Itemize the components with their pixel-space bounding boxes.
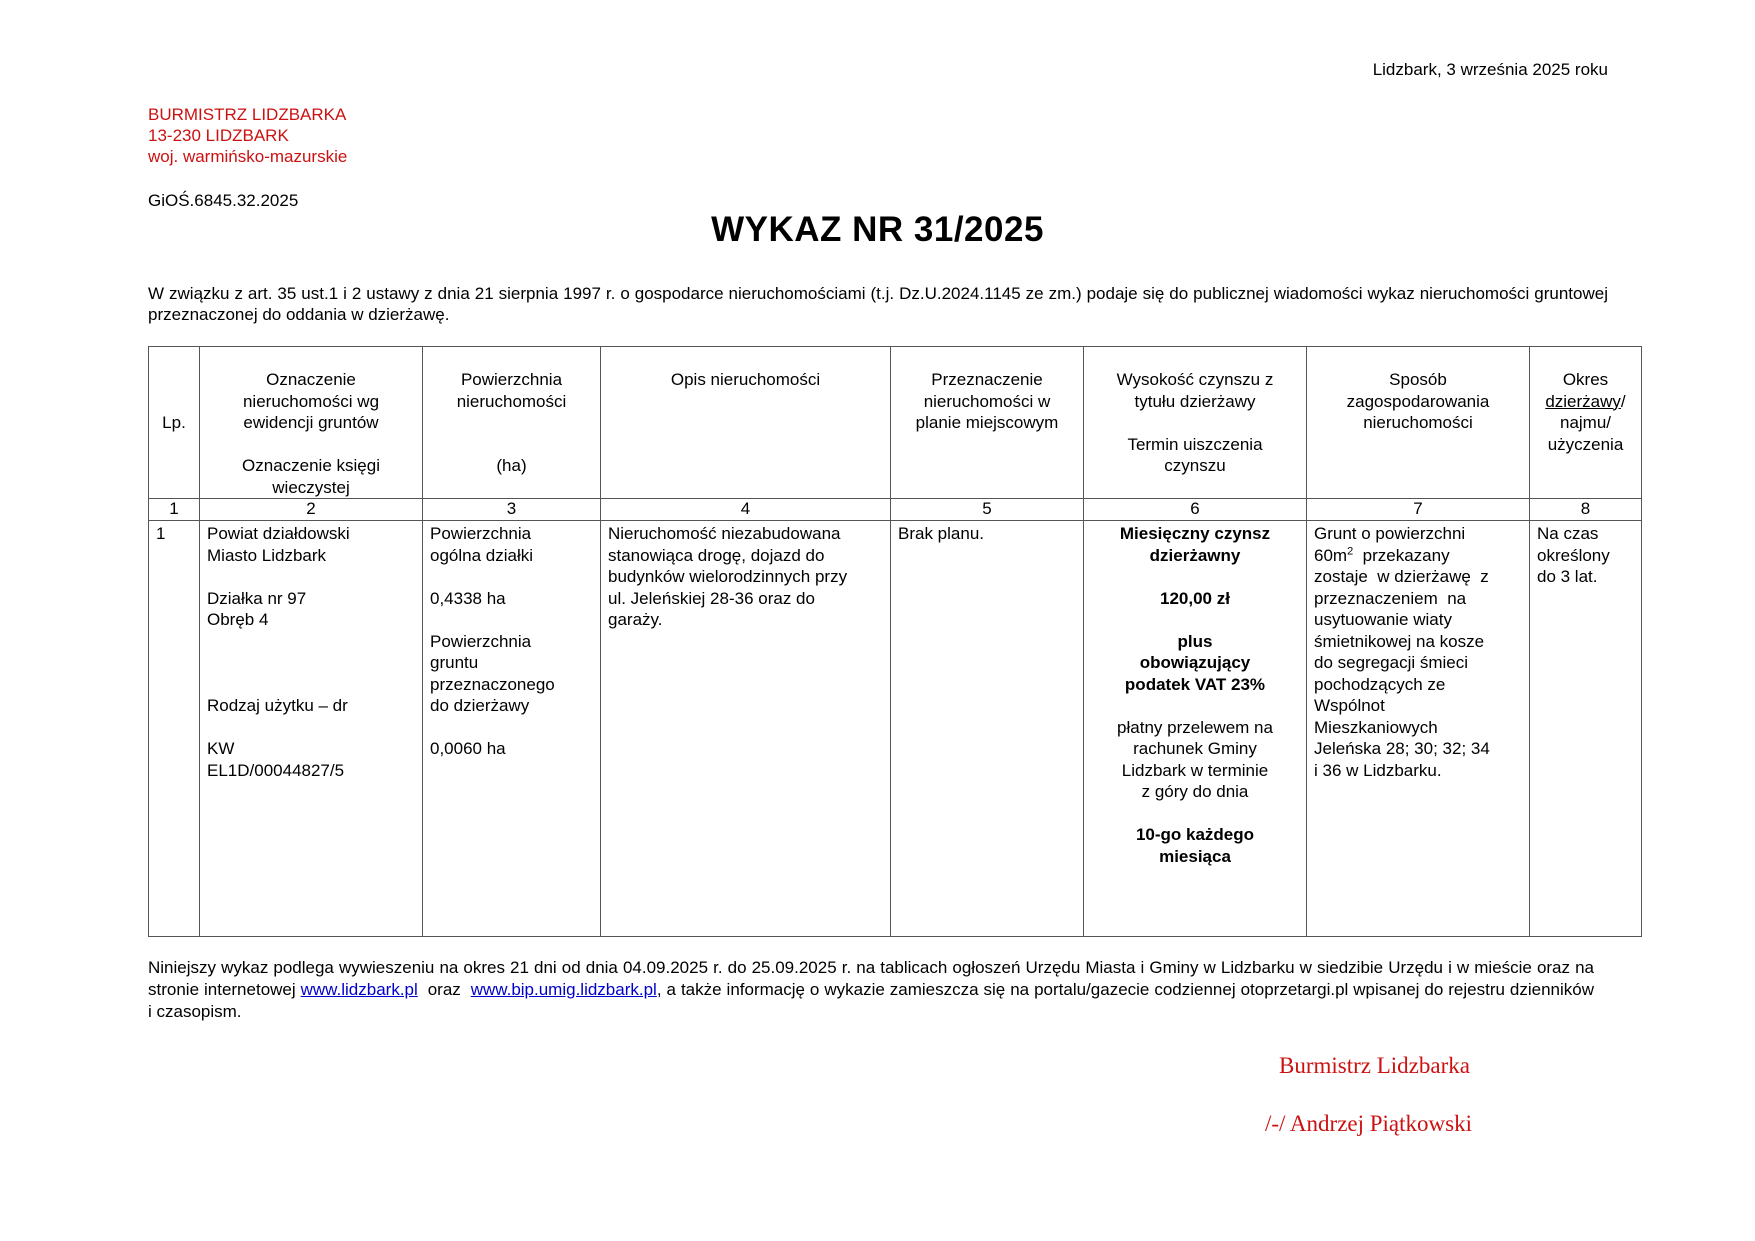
header-text: nieruchomości: [456, 391, 567, 411]
cell-text: Lidzbark w terminie: [1121, 760, 1269, 780]
cell-text: Miesięczny czynsz: [1119, 524, 1271, 543]
header-text: /: [1620, 391, 1626, 411]
cell-text: Miasto Lidzbark: [207, 545, 327, 565]
header-text: Przeznaczenie: [931, 370, 1043, 389]
header-area: [423, 347, 601, 499]
header-rent: [1084, 347, 1307, 499]
column-number: 2: [200, 499, 423, 521]
cell-text: przeznaczeniem na: [1314, 588, 1467, 608]
cell-text: Powierzchnia: [430, 524, 532, 543]
cell-zoning: Brak planu.: [891, 521, 1084, 937]
intro-paragraph: W związku z art. 35 ust.1 i 2 ustawy z dnia 21 sierpnia 1997 r. o gospodarce nieruchomościami (t.j. Dz.U.2024.1145 ze zm.) podaje się do publicznej wiadomości wykaz nieruchomości gruntowej przeznaczonej do oddania w dzierżawę.: [148, 284, 1608, 324]
header-text: Oznaczenie księgi: [242, 456, 380, 475]
lidzbark-link[interactable]: www.lidzbark.pl: [300, 980, 418, 999]
cell-text: Jeleńska 28; 30; 32; 34: [1314, 739, 1490, 758]
signature-name: /-/ Andrzej Piątkowski: [1265, 1111, 1472, 1136]
cell-development: [1307, 521, 1530, 937]
cell-text: Powierzchnia: [430, 631, 532, 651]
cell-text: stanowiąca drogę, dojazd do: [608, 545, 825, 565]
issuer-block: [148, 104, 347, 167]
column-number: 8: [1530, 499, 1642, 521]
header-text: planie miejscowym: [915, 413, 1059, 432]
cell-text: Grunt o powierzchni: [1314, 524, 1466, 543]
column-number: 1: [149, 499, 200, 521]
cell-text: pochodzących ze: [1314, 674, 1446, 694]
footer-text: Niniejszy wykaz podlega wywieszeniu na okres 21 dni od dnia 04.09.2025 r. do 25.09.2025 r. na tablicach ogłoszeń Urzędu Miasta i Gminy w Lidzbarku w siedzibie Urzędu i w mieście oraz na stronie internetowej: [148, 958, 1594, 999]
cell-text: budynków wielorodzinnych przy: [608, 567, 848, 586]
cell-text: z góry do dnia: [1141, 782, 1249, 801]
superscript: 2: [1347, 544, 1354, 557]
cell-text: do 3 lat.: [1537, 567, 1598, 586]
cell-text: do dzierżawy: [430, 696, 530, 715]
cell-period: [1530, 521, 1642, 937]
header-text: tytułu dzierżawy: [1134, 391, 1256, 411]
cell-designation: [200, 521, 423, 937]
column-number: 4: [601, 499, 891, 521]
header-text: Sposób: [1389, 370, 1447, 389]
cell-text: gruntu: [430, 653, 479, 672]
footer-paragraph: [148, 957, 1594, 1023]
column-number: 6: [1084, 499, 1307, 521]
header-text: Oznaczenie: [266, 370, 356, 389]
cell-text: do segregacji śmieci: [1314, 653, 1469, 672]
cell-text: plus: [1177, 631, 1213, 651]
cell-text: określony: [1537, 545, 1610, 565]
cell-text: śmietnikowej na kosze: [1314, 631, 1485, 651]
document-date: Lidzbark, 3 września 2025 roku: [1372, 60, 1608, 79]
header-designation: [200, 347, 423, 499]
header-text: najmu/: [1559, 413, 1612, 432]
header-text: dzierżawy: [1545, 391, 1621, 411]
column-number: 3: [423, 499, 601, 521]
cell-text: rachunek Gminy: [1133, 739, 1257, 758]
header-text: Okres: [1562, 370, 1609, 389]
property-table: [148, 346, 1642, 937]
cell-text: Działka nr 97: [207, 588, 307, 608]
header-text: zagospodarowania: [1346, 391, 1490, 411]
cell-text: 10-go każdego: [1135, 825, 1255, 844]
column-number: 5: [891, 499, 1084, 521]
cell-description: [601, 521, 891, 937]
cell-text: przekazany: [1353, 545, 1450, 565]
header-text: użyczenia: [1547, 434, 1624, 454]
bip-link[interactable]: www.bip.umig.lidzbark.pl: [470, 980, 657, 999]
header-description: Opis nieruchomości: [601, 347, 891, 499]
table-row: [149, 521, 1642, 937]
footer-text: , a także informację o wykazie zamieszcza się na portalu/gazecie codziennej otoprzetargi.pl wpisanej do rejestru dzienników i czasopism.: [148, 980, 1595, 1021]
table-header-row: [149, 347, 1642, 499]
header-lp: Lp.: [149, 347, 200, 499]
cell-text: garaży.: [608, 610, 663, 629]
cell-text: 60m: [1314, 545, 1348, 565]
cell-text: przeznaczonego: [430, 674, 555, 694]
cell-text: Wspólnot: [1314, 696, 1385, 715]
cell-text: płatny przelewem na: [1117, 717, 1273, 737]
signature-title: Burmistrz Lidzbarka: [1279, 1053, 1470, 1078]
cell-text: obowiązujący: [1139, 653, 1251, 672]
cell-text: EL1D/00044827/5: [207, 760, 345, 780]
cell-area: [423, 521, 601, 937]
cell-text: Rodzaj użytku – dr: [207, 696, 348, 715]
cell-text: KW: [207, 739, 235, 758]
header-text: Wysokość czynszu z: [1116, 370, 1274, 389]
cell-text: zostaje w dzierżawę z: [1314, 567, 1489, 586]
header-period: [1530, 347, 1642, 499]
cell-text: Mieszkaniowych: [1314, 717, 1438, 737]
header-zoning: [891, 347, 1084, 499]
header-text: nieruchomości wg: [242, 391, 380, 411]
cell-text: ogólna działki: [430, 545, 534, 565]
cell-lp: 1: [149, 521, 200, 937]
cell-text: Na czas: [1537, 524, 1599, 543]
page-title: WYKAZ NR 31/2025: [711, 210, 1044, 249]
cell-text: usytuowanie wiaty: [1314, 610, 1452, 629]
column-number: 7: [1307, 499, 1530, 521]
issuer-postal: 13-230 LIDZBARK: [148, 126, 289, 145]
cell-text: Nieruchomość niezabudowana: [608, 524, 841, 543]
footer-text: oraz: [417, 980, 471, 999]
cell-text: 0,4338 ha: [430, 588, 506, 608]
header-text: ewidencji gruntów: [243, 413, 379, 432]
cell-text: miesiąca: [1159, 846, 1231, 866]
header-text: Powierzchnia: [460, 370, 563, 389]
header-text: czynszu: [1164, 456, 1226, 475]
rent-amount: 120,00 zł: [1160, 588, 1230, 608]
header-text: (ha): [496, 456, 527, 475]
issuer-region: woj. warmińsko-mazurskie: [148, 147, 348, 166]
cell-text: podatek VAT 23%: [1124, 674, 1266, 694]
cell-text: i 36 w Lidzbarku.: [1314, 760, 1442, 780]
cell-text: 0,0060 ha: [430, 739, 506, 758]
header-text: nieruchomości w: [923, 391, 1051, 411]
header-text: wieczystej: [272, 477, 350, 497]
cell-text: dzierżawny: [1149, 545, 1241, 565]
cell-text: Powiat działdowski: [207, 524, 350, 543]
column-number-row: [149, 499, 1642, 521]
cell-rent: [1084, 521, 1307, 937]
cell-text: ul. Jeleńskiej 28-36 oraz do: [608, 588, 815, 608]
header-development: [1307, 347, 1530, 499]
reference-number: GiOŚ.6845.32.2025: [148, 191, 299, 210]
header-text: nieruchomości: [1363, 413, 1473, 432]
cell-text: Obręb 4: [207, 610, 269, 629]
header-text: Termin uiszczenia: [1127, 434, 1263, 454]
issuer-name: BURMISTRZ LIDZBARKA: [148, 105, 347, 124]
